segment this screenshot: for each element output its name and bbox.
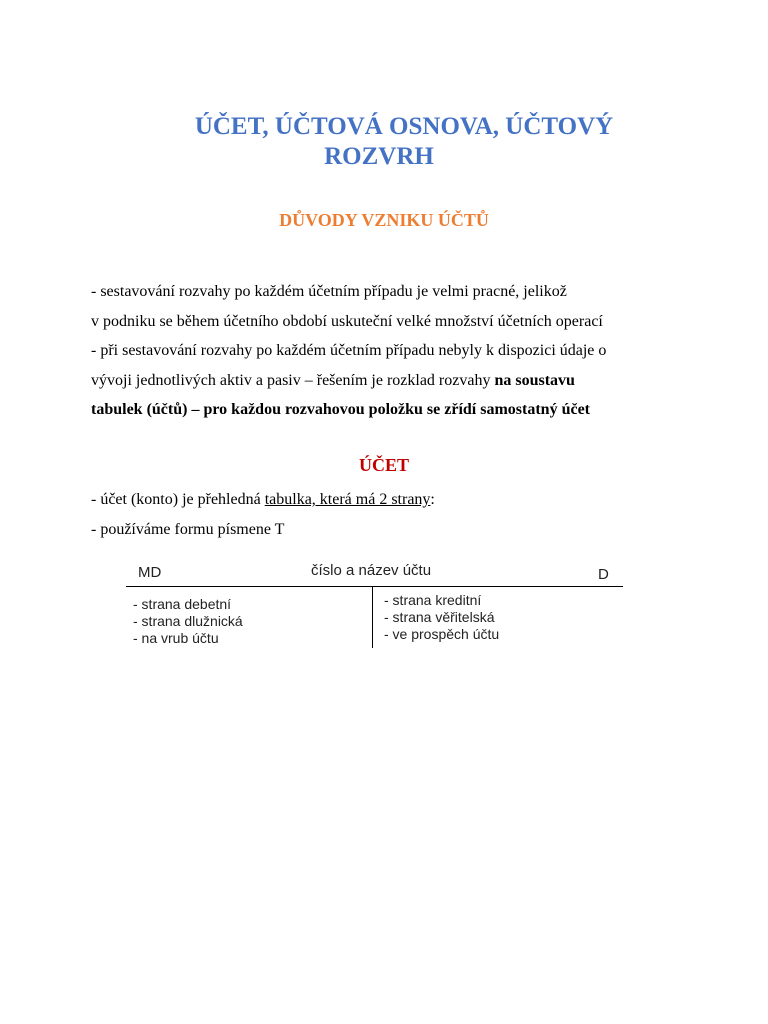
paragraph-line: - při sestavování rozvahy po každém účetním případu nebyly k dispozici údaje o <box>91 342 607 359</box>
account-items <box>91 485 691 544</box>
underlined-text: tabulka, která má 2 strany <box>264 491 431 508</box>
paragraph-text: vývoji jednotlivých aktiv a pasiv – řešením je rozklad rozvahy <box>91 371 495 389</box>
t-account-left-header: MD <box>138 564 162 581</box>
item-text: : <box>430 491 435 508</box>
t-account-item: - strana kreditní <box>384 592 482 608</box>
paragraph-bold-text: na soustavu <box>494 371 575 389</box>
paragraph-line: v podniku se během účetního období uskuteční velké množství účetních operací <box>91 312 603 330</box>
paragraph-line <box>91 395 691 425</box>
list-item: - používáme formu písmene T <box>91 520 285 538</box>
t-account-right-header: D <box>598 566 609 583</box>
section-heading: ÚČET <box>358 455 409 475</box>
title-line-2: ROZVRH <box>324 143 434 170</box>
t-account-item: - strana věřitelská <box>384 609 495 625</box>
document-title <box>0 112 768 172</box>
t-account-vertical-line <box>372 586 373 648</box>
paragraph-line: - sestavování rozvahy po každém účetním případu je velmi pracné, jelikož <box>91 283 567 300</box>
t-account-center-header: číslo a název účtu <box>311 562 432 579</box>
list-item <box>91 485 691 515</box>
t-account-left-side <box>133 596 243 647</box>
t-account-item: - ve prospěch účtu <box>384 626 500 642</box>
title-line-1: ÚČET, ÚČTOVÁ OSNOVA, ÚČTOVÝ <box>194 113 614 140</box>
section-subtitle: DŮVODY VZNIKU ÚČTŮ <box>279 210 489 230</box>
t-account-item: - strana debetní <box>133 596 232 612</box>
paragraph-line <box>91 366 691 396</box>
item-text: - účet (konto) je přehledná <box>91 491 265 508</box>
paragraph-bold-text: tabulek (účtů) – pro každou rozvahovou položku se zřídí samostatný účet <box>91 401 590 418</box>
t-account-right-side <box>384 592 499 643</box>
t-account-item: - na vrub účtu <box>133 630 219 646</box>
t-account-horizontal-line <box>126 586 623 587</box>
t-account-diagram <box>126 558 623 650</box>
t-account-item: - strana dlužnická <box>133 613 243 629</box>
intro-paragraph <box>91 277 691 425</box>
